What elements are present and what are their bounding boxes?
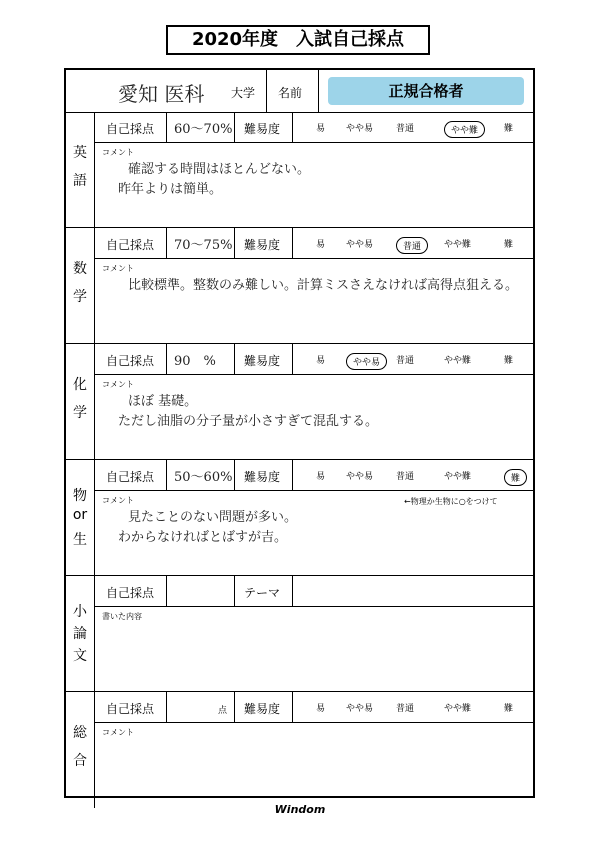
divider xyxy=(234,692,235,722)
handwritten-comment: 昨年よりは簡単。 xyxy=(118,182,223,197)
divider xyxy=(234,460,235,490)
comment-label: コメント xyxy=(102,264,134,273)
difficulty-option[interactable]: 難 xyxy=(504,356,514,366)
self-score-label: 自己採点 xyxy=(106,354,155,368)
difficulty-option[interactable]: 難 xyxy=(504,469,527,486)
difficulty-option[interactable]: やや難 xyxy=(444,356,472,366)
difficulty-option[interactable]: 普通 xyxy=(396,356,415,366)
page-title: 2020年度 入試自己採点 xyxy=(166,25,430,55)
self-score-label: 自己採点 xyxy=(106,238,155,252)
difficulty-option[interactable]: やや難 xyxy=(444,472,472,482)
subject-char: 生 xyxy=(73,532,87,548)
handwritten-comment: 比較標準。整数のみ難しい。計算ミスさえなければ高得点狙える。 xyxy=(128,278,519,293)
points-label: 点 xyxy=(218,706,228,716)
footer-brand: Windom xyxy=(274,803,326,816)
handwritten-comment: ほぼ 基礎。 xyxy=(128,394,198,409)
difficulty-option[interactable]: 難 xyxy=(504,704,514,714)
subject-char: 語 xyxy=(73,173,87,189)
difficulty-option[interactable]: 易 xyxy=(316,124,326,134)
self-score-value: 60〜70% xyxy=(174,122,233,137)
score-sheet xyxy=(64,68,535,798)
section-1 xyxy=(66,228,533,344)
divider xyxy=(166,228,167,258)
self-score-label: 自己採点 xyxy=(106,470,155,484)
subject-char: or xyxy=(72,507,88,523)
difficulty-option[interactable]: 普通 xyxy=(396,472,415,482)
subject-char: 小 xyxy=(73,604,87,620)
divider xyxy=(94,344,95,460)
self-score-label: 自己採点 xyxy=(106,122,155,136)
divider xyxy=(94,228,95,344)
divider xyxy=(94,374,533,375)
difficulty-option[interactable]: 普通 xyxy=(396,237,428,254)
difficulty-option[interactable]: やや易 xyxy=(346,353,387,370)
difficulty-option[interactable]: 易 xyxy=(316,472,326,482)
comment-label: コメント xyxy=(102,496,134,505)
handwritten-comment: 見たことのない問題が多い。 xyxy=(128,510,298,525)
university-suffix: 大学 xyxy=(231,86,256,100)
difficulty-option[interactable]: 普通 xyxy=(396,124,415,134)
divider xyxy=(94,606,533,607)
section-4 xyxy=(66,576,533,692)
section-2 xyxy=(66,344,533,460)
divider xyxy=(234,344,235,374)
divider xyxy=(166,112,167,142)
self-score-label: 自己採点 xyxy=(106,702,155,716)
divider xyxy=(234,228,235,258)
subject-char: 合 xyxy=(73,753,87,769)
divider xyxy=(166,460,167,490)
divider xyxy=(292,344,293,374)
section-3 xyxy=(66,460,533,576)
divider xyxy=(292,112,293,142)
difficulty-option[interactable]: やや易 xyxy=(346,124,374,134)
divider xyxy=(94,112,95,228)
self-score-value: 90 % xyxy=(174,354,216,369)
subject-char: 学 xyxy=(73,289,87,305)
difficulty-label: 難易度 xyxy=(244,470,281,484)
difficulty-label: 難易度 xyxy=(244,702,281,716)
difficulty-option[interactable]: 易 xyxy=(316,356,326,366)
divider xyxy=(94,490,533,491)
name-label: 名前 xyxy=(278,86,303,100)
difficulty-option[interactable]: 難 xyxy=(504,240,514,250)
divider xyxy=(94,142,533,143)
divider xyxy=(166,344,167,374)
difficulty-option[interactable]: やや難 xyxy=(444,704,472,714)
difficulty-option[interactable]: 易 xyxy=(316,704,326,714)
section-0 xyxy=(66,112,533,228)
theme-label: テーマ xyxy=(244,586,281,600)
name-value: 正規合格者 xyxy=(328,77,524,105)
comment-label: コメント xyxy=(102,728,134,737)
subject-char: 論 xyxy=(73,626,87,642)
subject-char: 化 xyxy=(73,377,87,393)
divider xyxy=(292,228,293,258)
handwritten-comment: ただし油脂の分子量が小さすぎて混乱する。 xyxy=(118,414,379,429)
divider xyxy=(166,692,167,722)
divider xyxy=(234,112,235,142)
self-score-label: 自己採点 xyxy=(106,586,155,600)
subject-char: 英 xyxy=(73,145,87,161)
difficulty-option[interactable]: やや易 xyxy=(346,472,374,482)
subject-char: 数 xyxy=(73,261,87,277)
divider xyxy=(292,692,293,722)
divider xyxy=(166,576,167,606)
divider xyxy=(94,576,95,692)
difficulty-option[interactable]: やや難 xyxy=(444,121,485,138)
handwritten-comment: 確認する時間はほとんどない。 xyxy=(128,162,311,177)
university-name: 愛知 医科 xyxy=(118,82,205,106)
difficulty-label: 難易度 xyxy=(244,238,281,252)
difficulty-option[interactable]: やや難 xyxy=(444,240,472,250)
self-score-value: 70〜75% xyxy=(174,238,233,253)
divider xyxy=(94,722,533,723)
subject-char: 総 xyxy=(73,725,87,741)
difficulty-option[interactable]: やや易 xyxy=(346,240,374,250)
difficulty-label: 難易度 xyxy=(244,354,281,368)
divider xyxy=(94,258,533,259)
physics-bio-note: ←物理か生物に○をつけて xyxy=(404,497,498,506)
comment-label: コメント xyxy=(102,380,134,389)
subject-char: 物 xyxy=(73,488,87,504)
difficulty-option[interactable]: やや易 xyxy=(346,704,374,714)
divider xyxy=(234,576,235,606)
subject-char: 学 xyxy=(73,405,87,421)
section-5 xyxy=(66,692,533,808)
difficulty-option[interactable]: 普通 xyxy=(396,704,415,714)
difficulty-option[interactable]: 難 xyxy=(504,124,514,134)
subject-char: 文 xyxy=(73,648,87,664)
difficulty-label: 難易度 xyxy=(244,122,281,136)
difficulty-option[interactable]: 易 xyxy=(316,240,326,250)
divider xyxy=(94,460,95,576)
comment-label: コメント xyxy=(102,148,134,157)
divider xyxy=(292,576,293,606)
divider xyxy=(94,692,95,808)
self-score-value: 50〜60% xyxy=(174,470,233,485)
divider xyxy=(292,460,293,490)
comment-label: 書いた内容 xyxy=(102,612,142,621)
handwritten-comment: わからなければとばすが吉。 xyxy=(118,530,288,545)
